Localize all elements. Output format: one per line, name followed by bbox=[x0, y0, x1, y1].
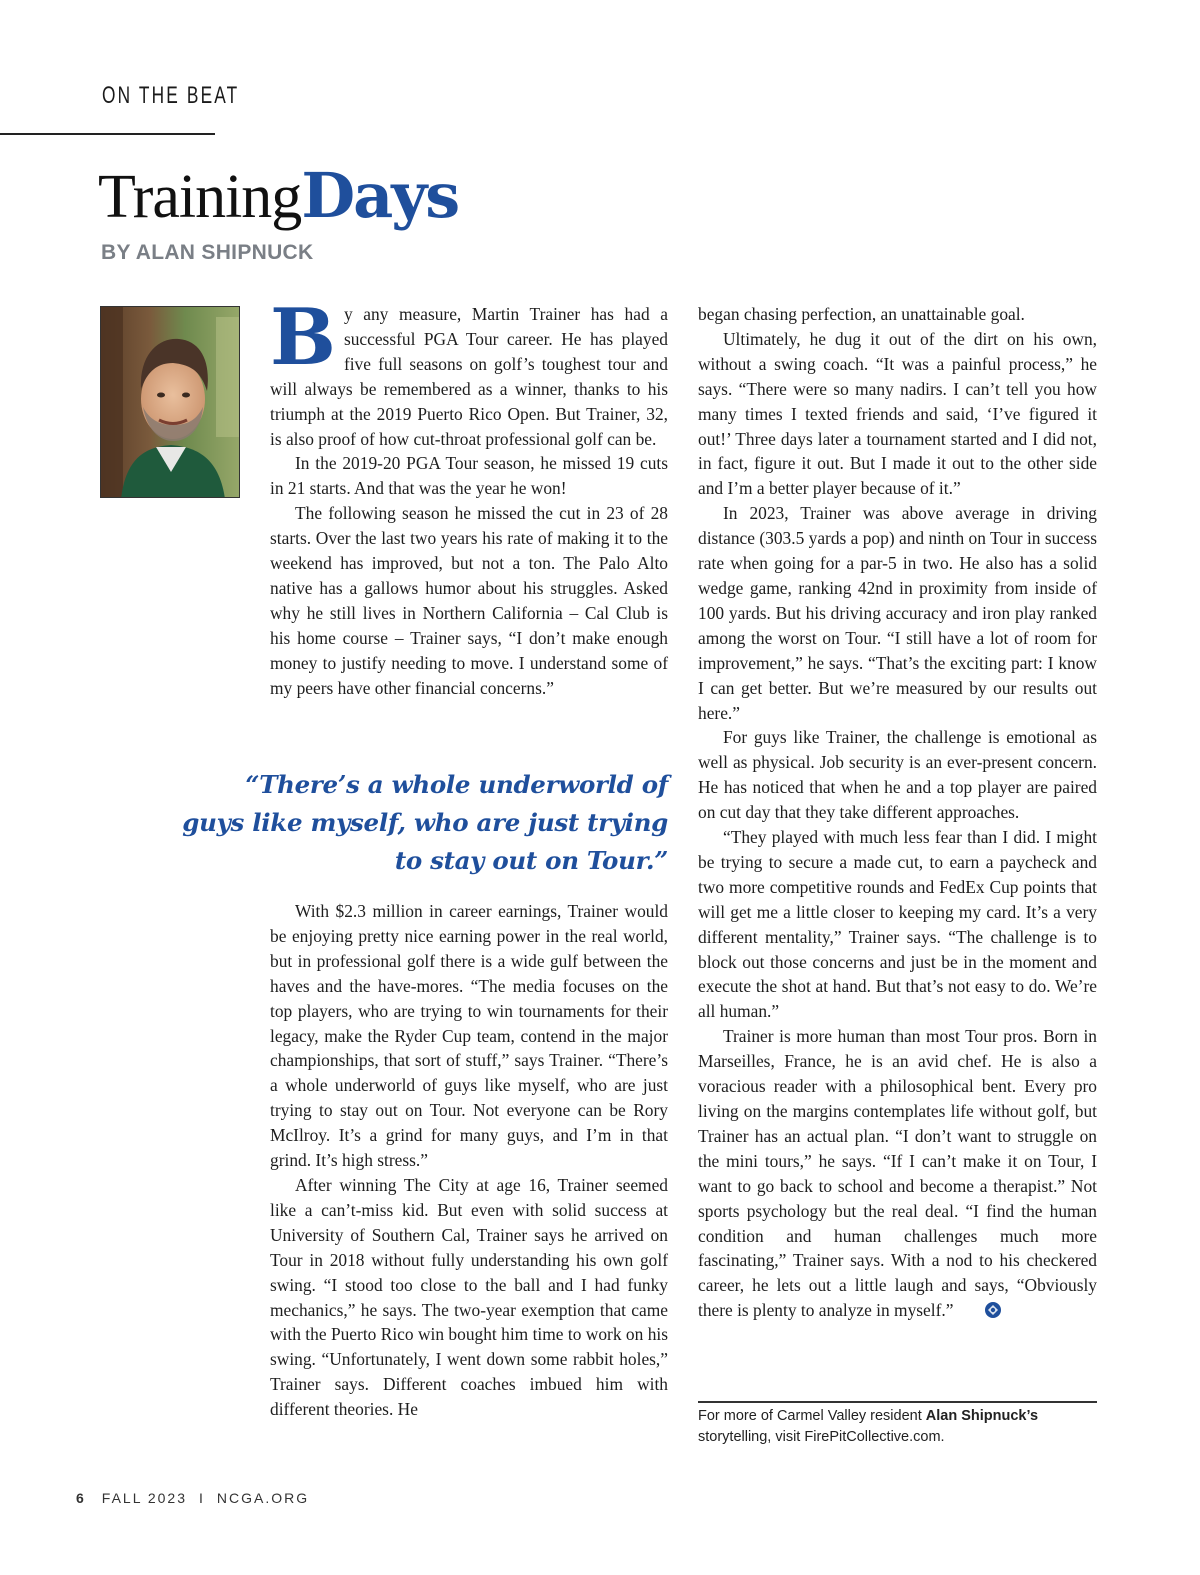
article-column-2 bbox=[270, 899, 668, 1422]
paragraph: By any measure, Martin Trainer has had a successful PGA Tour career. He has played five full seasons on golf’s toughest tour and will always be remembered as a winner, thanks to his triumph at the 2019 Puerto Rico Open. But Trainer, 32, is also proof of how cut-throat professional golf can be. bbox=[270, 292, 668, 449]
page-title bbox=[98, 160, 458, 233]
title-part-1: Training bbox=[98, 163, 302, 231]
article-column-1 bbox=[270, 292, 668, 701]
paragraph: The following season he missed the cut in 23 of 28 starts. Over the last two years his rate of making it to the weekend has improved, but not a ton. The Palo Alto native has a gallows humor about his struggles. Asked why he still lives in Northern California – Cal Club is his home course – Trainer says, “I don’t make enough money to justify needing to move. I understand some of my peers have other financial concerns.” bbox=[270, 503, 668, 698]
title-part-2: Days bbox=[301, 159, 459, 232]
article-column-3 bbox=[698, 302, 1097, 1326]
paragraph: In 2023, Trainer was above average in driving distance (303.5 yards a pop) and ninth on Tour in success rate when going for a par-5 in two. He also has a solid wedge game, ranking 42nd in proximity from inside of 100 yards. But his driving accuracy and iron play ranked among the worst on Tour. “I still have a lot of room for improvement,” he says. “That’s the exciting part: I know I can get better. But we’re measured by our results out here.” bbox=[698, 503, 1097, 723]
footnote-divider bbox=[698, 1401, 1097, 1403]
drop-cap: B bbox=[270, 292, 336, 383]
portrait-photo bbox=[100, 306, 240, 498]
issue-label: FALL 2023 bbox=[101, 1490, 188, 1506]
ncga-logo-icon bbox=[959, 1301, 1002, 1326]
paragraph: “They played with much less fear than I did. I might be trying to secure a made cut, to earn a paycheck and two more competitive rounds and FedEx Cup points that will get me a little closer to keeping my card. It’s a very different mentality,” Trainer says. “The challenge is to block out those concerns and just be in the moment and execute the shot at hand. But that’s not easy to do. We’re all human.” bbox=[698, 827, 1097, 1022]
pull-quote: “There’s a whole underworld of guys like myself, who are just trying to stay out on Tour.” bbox=[182, 770, 668, 875]
author-name: Alan Shipnuck’s bbox=[925, 1408, 1039, 1424]
paragraph: After winning The City at age 16, Trainer seemed like a can’t-miss kid. But even with solid success at University of Southern Cal, Trainer says he arrived on Tour in 2018 without fully understanding his own golf swing. “I stood too close to the ball and I had funky mechanics,” he says. The two-year exemption that came with the Puerto Rico win bought him time to work on his swing. “Unfortunately, I went down some rabbit holes,” Trainer says. Different coaches imbued him with different theories. He bbox=[270, 1174, 668, 1420]
page-number: 6 bbox=[76, 1490, 86, 1506]
paragraph: began chasing perfection, an unattainable goal. bbox=[698, 304, 1025, 324]
site-label: NCGA.ORG bbox=[216, 1490, 310, 1506]
paragraph: Trainer is more human than most Tour pros. Born in Marseilles, France, he is an avid chef. He is also a voracious reader with a philosophical bent. Every pro living on the margins contemplates life without golf, but Trainer has an actual plan. “I don’t want to struggle on the mini tours,” he says. “If I can’t make it on Tour, I want to go back to school and become a therapist.” Not sports psychology but the real deal. “I find the human condition and human challenges much more fascinating,” Trainer says. With a nod to his checkered career, he lets out a little laugh and says, “Obviously there is plenty to analyze in myself.” bbox=[698, 1024, 1097, 1326]
paragraph: In the 2019-20 PGA Tour season, he missed 19 cuts in 21 starts. And that was the year he won! bbox=[270, 453, 668, 499]
byline: BY ALAN SHIPNUCK bbox=[101, 241, 314, 264]
footer-separator: I bbox=[199, 1490, 205, 1506]
paragraph: For guys like Trainer, the challenge is emotional as well as physical. Job security is an ever-present concern. He has noticed that when he and a top player are paired on cut day that they take different approaches. bbox=[698, 727, 1097, 823]
section-label: ON THE BEAT bbox=[102, 82, 240, 109]
paragraph: With $2.3 million in career earnings, Trainer would be enjoying pretty nice earning power in the real world, but in professional golf there is a wide gulf between the haves and the have-mores. “The media focuses on the top players, who are trying to win tournaments for their legacy, make the Ryder Cup team, contend in the major championships, that sort of stuff,” says Trainer. “There’s a whole underworld of guys like myself, who are just trying to stay out on Tour. Not everyone can be Rory McIlroy. It’s a grind for many guys, and I’m in that grind. It’s high stress.” bbox=[270, 901, 668, 1171]
paragraph: Ultimately, he dug it out of the dirt on his own, without a swing coach. “It was a painful process,” he says. “There were so many nadirs. I can’t tell you how many times I texted friends and said, ‘I’ve figured it out!’ Three days later a tournament started and I did not, in fact, figure it out. But I made it out to the other side and I’m a better player because of it.” bbox=[698, 328, 1097, 499]
author-footnote: For more of Carmel Valley resident Alan Shipnuck’s storytelling, visit FirePitCollective.com. bbox=[698, 1408, 1039, 1445]
section-divider bbox=[0, 133, 215, 135]
page-footer bbox=[76, 1490, 309, 1506]
